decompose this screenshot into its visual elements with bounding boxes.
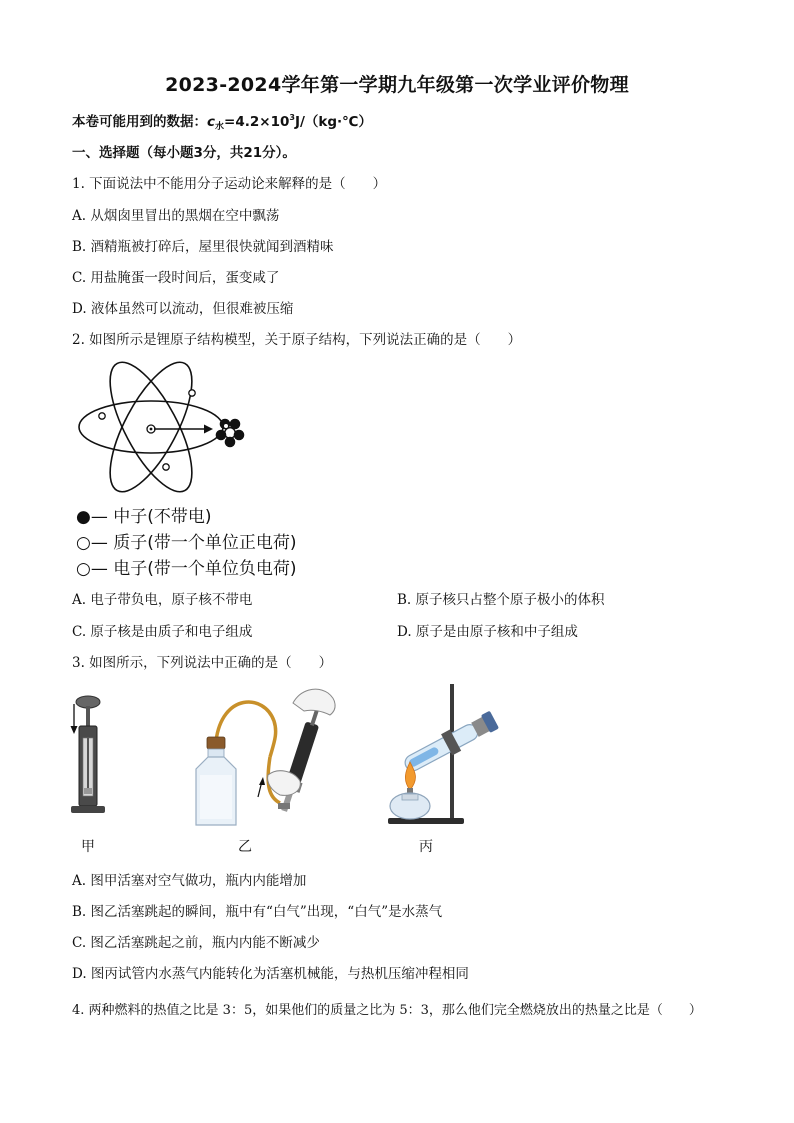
lithium-atom-diagram: [80, 355, 250, 500]
section-heading: 一、选择题（每小题3分，共21分）。: [72, 145, 296, 161]
q1-option-a: A. 从烟囱里冒出的黑烟在空中飘荡: [72, 208, 280, 224]
arrow-head-icon: [204, 425, 213, 434]
caption-yi: 乙: [238, 839, 252, 855]
specific-heat-unit: J/（kg·℃）: [294, 114, 373, 130]
electron-2: [189, 390, 195, 396]
caption-jia: 甲: [81, 839, 95, 855]
q3-option-c: C. 图乙活塞跳起之前，瓶内内能不断减少: [72, 935, 320, 951]
caption-bing: 丙: [419, 839, 433, 855]
specific-heat-subscript: 水: [215, 122, 225, 132]
stand-base: [388, 818, 464, 824]
data-note: [72, 110, 372, 132]
q2-option-a: A. 电子带负电，原子核不带电: [72, 592, 253, 608]
legend-proton: ○— 质子(带一个单位正电荷): [76, 533, 297, 553]
q2-stem: 2. 如图所示是锂原子结构模型，关于原子结构，下列说法正确的是（ ）: [72, 332, 522, 348]
legend-neutron: ●— 中子(不带电): [76, 507, 212, 527]
up-arrow-icon: [259, 777, 265, 785]
q2-option-b: B. 原子核只占整个原子极小的体积: [397, 592, 605, 608]
legend-electron: ○— 电子(带一个单位负电荷): [76, 559, 297, 579]
down-arrow-icon: [71, 726, 78, 734]
top-hand: [293, 689, 335, 715]
q3-option-d: D. 图丙试管内水蒸气内能转化为活塞机械能，与热机压缩冲程相同: [72, 966, 469, 982]
specific-heat-symbol: c: [207, 114, 216, 130]
q1-stem: 1. 下面说法中不能用分子运动论来解释的是（ ）: [72, 176, 387, 192]
q3-option-b: B. 图乙活塞跳起的瞬间，瓶中有“白气”出现，“白气”是水蒸气: [72, 904, 443, 920]
nucleus-enlarged: [216, 419, 245, 448]
test-tube-lamp-figure: [380, 680, 510, 830]
specific-heat-exponent: 3: [289, 113, 295, 122]
electron-1: [99, 413, 105, 419]
q1-option-d: D. 液体虽然可以流动，但很难被压缩: [72, 301, 294, 317]
q2-option-d: D. 原子是由原子核和中子组成: [397, 624, 578, 640]
data-note-prefix: 本卷可能用到的数据：: [72, 114, 207, 130]
electron-3: [163, 464, 169, 470]
q3-stem: 3. 如图所示，下列说法中正确的是（ ）: [72, 655, 333, 671]
q4-stem: 4. 两种燃料的热值之比是 3：5，如果他们的质量之比为 5：3，那么他们完全燃烧放出的热量之比是（ ）: [72, 1003, 702, 1018]
compression-cylinder-figure: [66, 690, 111, 825]
q3-option-a: A. 图甲活塞对空气做功，瓶内内能增加: [72, 873, 307, 889]
q2-option-c: C. 原子核是由质子和电子组成: [72, 624, 253, 640]
specific-heat-value: =4.2×10: [224, 114, 290, 130]
q1-option-c: C. 用盐腌蛋一段时间后，蛋变咸了: [72, 270, 280, 286]
page-title: 2023-2024学年第一学期九年级第一次学业评价物理: [165, 74, 629, 96]
q1-option-b: B. 酒精瓶被打碎后，屋里很快就闻到酒精味: [72, 239, 334, 255]
bottle-stopper: [207, 737, 225, 749]
bottle-pump-figure: [188, 685, 343, 830]
